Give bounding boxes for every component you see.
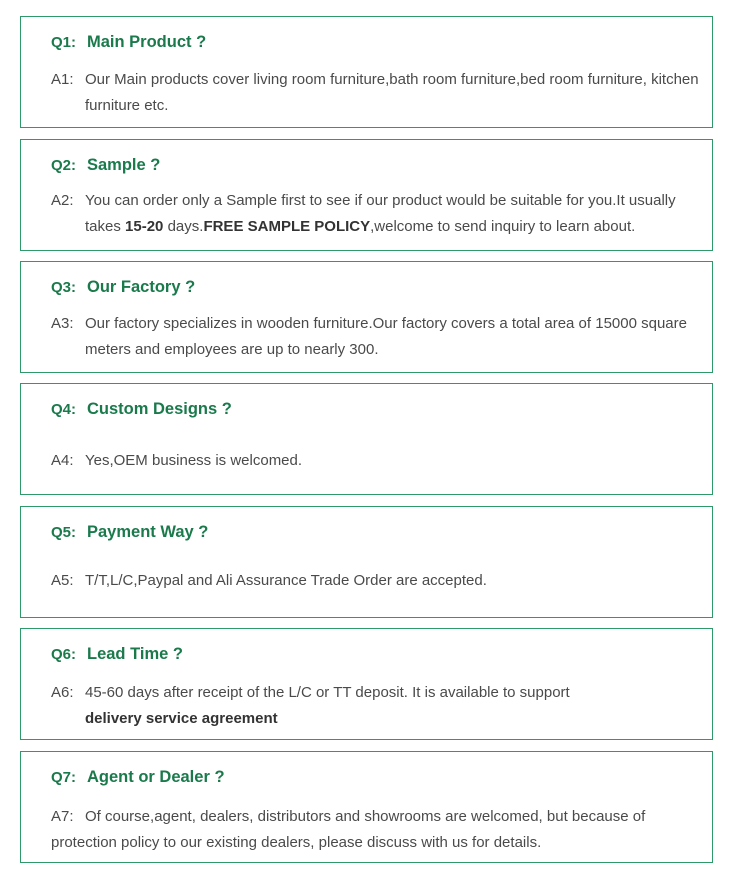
faq-item-3	[20, 261, 713, 373]
question-text: Main Product ?	[87, 33, 207, 51]
question-label: Q7:	[51, 769, 77, 786]
question-2	[51, 156, 160, 175]
faq-item-7	[20, 751, 713, 863]
faq-item-2	[20, 139, 713, 251]
answer-label: A4:	[51, 452, 74, 469]
question-label: Q6:	[51, 646, 77, 663]
answer-text-part: 45-60 days after receipt of the L/C or TT deposit. It is available to support	[85, 684, 570, 701]
answer-1	[51, 67, 702, 119]
answer-label: A5:	[51, 572, 74, 589]
answer-text: T/T,L/C,Paypal and Ali Assurance Trade Order are accepted.	[85, 572, 487, 589]
answer-5	[51, 568, 702, 594]
answer-text-part: ,welcome to send inquiry to learn about.	[370, 218, 636, 235]
question-7	[51, 768, 225, 787]
answer-highlight-days: 15-20	[125, 218, 164, 235]
question-3	[51, 278, 195, 297]
answer-text: Of course,agent, dealers, distributors and showrooms are welcomed, but because of protection policy to our existing dealers, please discuss with us for details.	[51, 808, 646, 851]
question-text: Our Factory ?	[87, 278, 196, 296]
answer-2	[51, 188, 702, 240]
faq-item-4	[20, 383, 713, 495]
answer-text-part: You can order only a Sample first to see if our product would be suitable for you.It usually takes	[85, 192, 676, 235]
question-4	[51, 400, 232, 419]
question-text: Custom Designs ?	[87, 400, 232, 418]
faq-item-5	[20, 506, 713, 618]
question-label: Q2:	[51, 157, 77, 174]
answer-label: A2:	[51, 192, 74, 209]
question-6	[51, 645, 183, 664]
question-text: Payment Way ?	[87, 523, 209, 541]
answer-text-part: days.	[163, 218, 204, 235]
answer-6	[51, 680, 702, 732]
answer-4	[51, 448, 702, 474]
question-label: Q1:	[51, 34, 77, 51]
answer-text	[51, 680, 702, 732]
question-text: Sample ?	[87, 156, 161, 174]
answer-7	[51, 804, 702, 856]
faq-item-1	[20, 16, 713, 128]
answer-text	[51, 188, 702, 240]
question-5	[51, 523, 208, 542]
answer-label: A7:	[51, 808, 74, 825]
answer-label: A3:	[51, 315, 74, 332]
answer-label: A1:	[51, 71, 74, 88]
answer-text: Our Main products cover living room furniture,bath room furniture,bed room furniture, kitchen furniture etc.	[85, 71, 699, 114]
answer-highlight-delivery: delivery service agreement	[85, 710, 278, 727]
question-text: Lead Time ?	[87, 645, 183, 663]
question-label: Q3:	[51, 279, 77, 296]
question-1	[51, 33, 206, 52]
question-text: Agent or Dealer ?	[87, 768, 225, 786]
answer-label: A6:	[51, 684, 74, 701]
answer-text: Our factory specializes in wooden furniture.Our factory covers a total area of 15000 square meters and employees are up to nearly 300.	[85, 315, 687, 358]
question-label: Q4:	[51, 401, 77, 418]
faq-item-6	[20, 628, 713, 740]
question-label: Q5:	[51, 524, 77, 541]
answer-text: Yes,OEM business is welcomed.	[85, 452, 303, 469]
answer-highlight-policy: FREE SAMPLE POLICY	[203, 218, 371, 235]
answer-3	[51, 311, 702, 363]
